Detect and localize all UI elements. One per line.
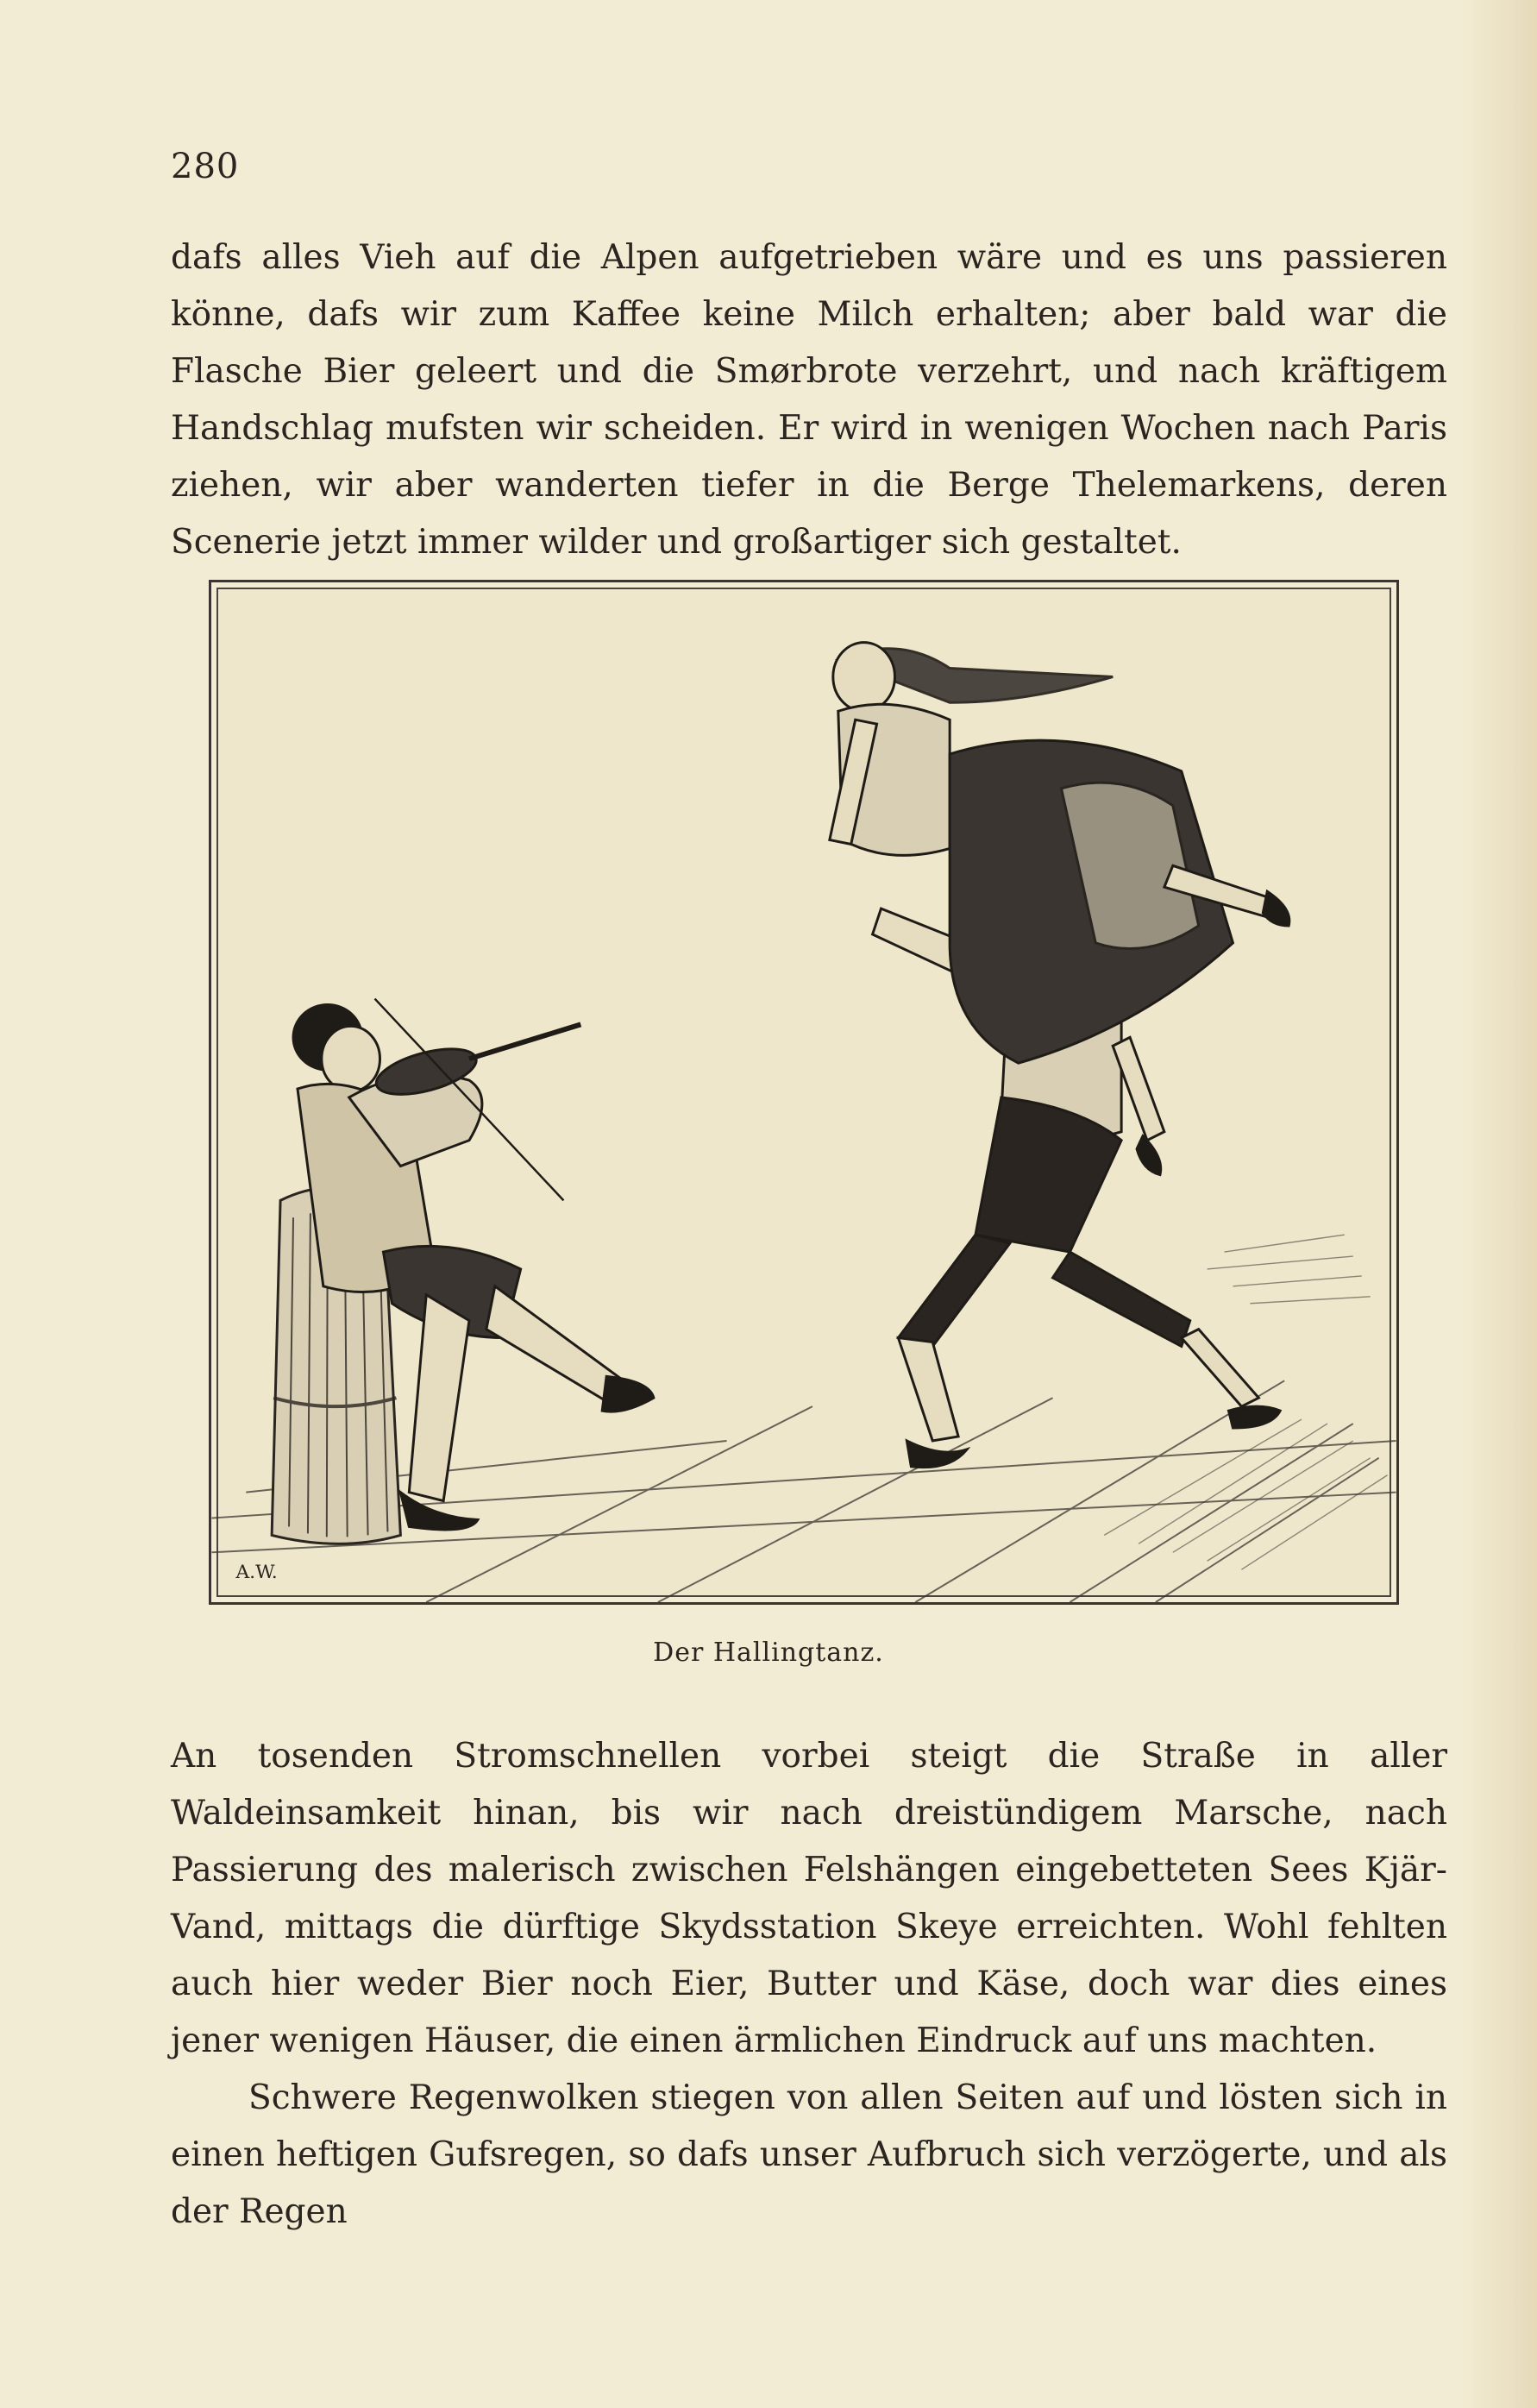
illustration-hallingtanz [209,580,1399,1605]
page-edge-shadow [1459,0,1537,2408]
artist-signature: A.W. [235,1562,278,1584]
paragraph: An tosenden Stromschnellen vorbei steigt die Straße in aller Waldeinsamkeit hinan, bis wir nach dreistündigem Marsche, nach Passierung des malerisch zwischen Felshängen eingebetteten Sees Kjär-Vand, mittags die dürftige Skydsstation Skeye erreichten. Wohl fehlten auch hier weder Bier noch Eier, Butter und Käse, doch war dies eines jener wenigen Häuser, die einen ärmlichen Eindruck auf uns machten. [171,1737,1447,2060]
illustration-drawing [211,582,1396,1602]
paragraph: Schwere Regenwolken stiegen von allen Seiten auf und lösten sich in einen heftigen Gufsregen, so dafs unser Aufbruch sich verzögerte, und als der Regen [171,2078,1447,2231]
page-number: 280 [171,147,240,186]
paragraph: dafs alles Vieh auf die Alpen aufgetrieben wäre und es uns passieren könne, dafs wir zum Kaffee keine Milch erhalten; aber bald war die Flasche Bier geleert und die Smørbrote verzehrt, und nach kräftigem Handschlag mufsten wir scheiden. Er wird in wenigen Wochen nach Paris ziehen, wir aber wanderten tiefer in die Berge Thelemarkens, deren Scenerie jetzt immer wilder und großartiger sich gestaltet. [171,238,1447,562]
top-text-block [171,229,1447,571]
figure-caption: Der Hallingtanz. [653,1638,884,1668]
bottom-text-block [171,1728,1447,2241]
